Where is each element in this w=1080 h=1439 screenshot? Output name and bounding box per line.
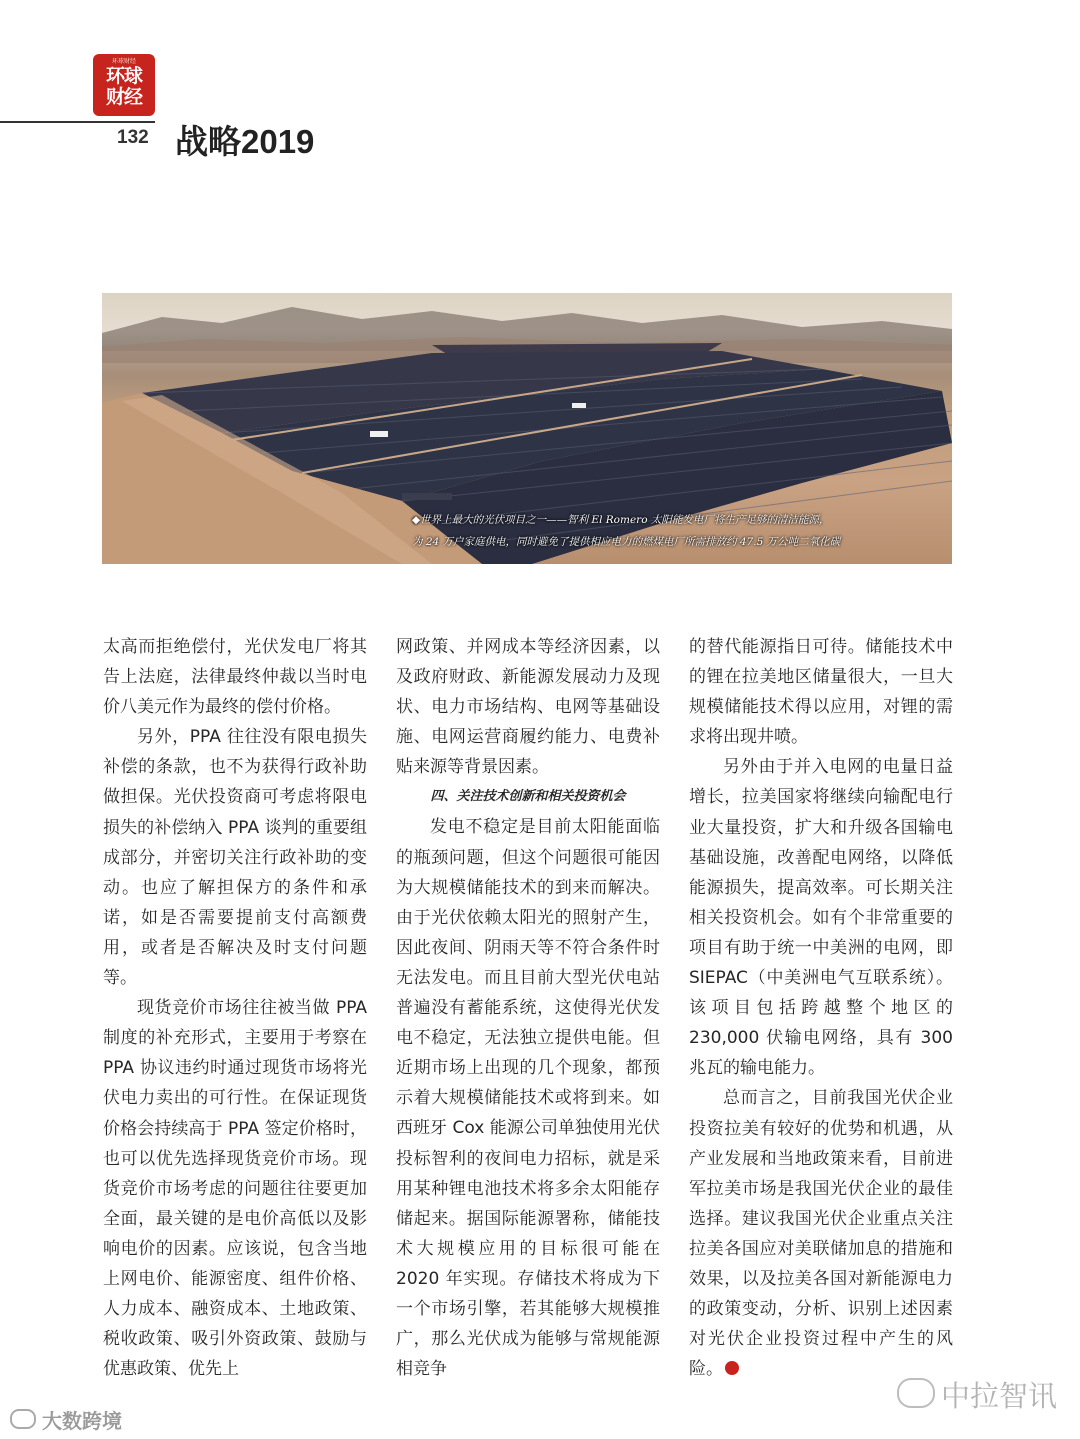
watermark-right-text: 中拉智讯 <box>941 1379 1058 1413</box>
paragraph: 另外，PPA 往往没有限电损失补偿的条款，也不为获得行政补助做担保。光伏投资商可考虑将限电损失的补偿纳入 PPA 谈判的重要组成部分，并密切关注行政补助的变动。也应了解担保方的条件和承诺，如是否需要提前支付高额费用，或者是否解决及时支付问题等。 <box>103 727 367 989</box>
paragraph-text: 总而言之，目前我国光伏企业投资拉美有较好的优势和机遇，从产业发展和当地政策来看，目前进军拉美市场是我国光伏企业的最佳选择。建议我国光伏企业重点关注拉美各国应对美联储加息的措施和效果，以及拉美各国对新能源电力的政策变动，分析、识别上述因素对光伏企业投资过程中产生的风险。 <box>689 1088 953 1380</box>
weibo-icon <box>10 1409 36 1429</box>
paragraph: 网政策、并网成本等经济因素，以及政府财政、新能源发展动力及现状、电力市场结构、电网等基础设施、电网运营商履约能力、电费补贴来源等背景因素。 <box>396 637 660 778</box>
caption-line-1: ◆世界上最大的光伏项目之一——智利 El Romero 太阳能发电厂将生产足够的清洁能源， <box>412 514 830 526</box>
section-subheading: 四、关注技术创新和相关投资机会 <box>430 789 626 805</box>
solar-farm-photo <box>102 293 952 564</box>
paragraph <box>689 1083 953 1384</box>
paragraph: 现货竞价市场往往被当做 PPA 制度的补充形式，主要用于考察在 PPA 协议违约时通过现货市场将光伏电力卖出的可行性。在保证现货价格会持续高于 PPA 签定价格时，也可以优先选择现货竞价市场。现货竞价市场考虑的问题往往要更加全面，最关键的是电价高低以及影响电价的因素。应该说，包含当地上网电价、能源密度、组件价格、人力成本、融资成本、土地政策、税收政策、吸引外资政策、鼓励与优惠政策、优先上 <box>103 998 367 1380</box>
watermark-left-text: 大数跨境 <box>42 1409 122 1433</box>
watermark-right <box>897 1374 1057 1415</box>
section-title: 战略2019 <box>175 123 315 160</box>
logo-small-text: 环球财经 <box>111 58 136 65</box>
end-mark-icon <box>725 1361 739 1375</box>
photo-caption <box>412 509 944 553</box>
logo-line-1: 环球 <box>105 65 142 87</box>
paragraph: 另外由于并入电网的电量日益增长，拉美国家将继续向输配电行业大量投资，扩大和升级各国输电基础设施，改善配电网络，以降低能源损失，提高效率。可长期关注相关投资机会。如有个非常重要的项目有助于统一中美洲的电网，即 SIEPAC（中美洲电气互联系统）。该项目包括跨越整个地区的 230,000 伏输电网络，具有 300 兆瓦的输电能力。 <box>689 757 953 1079</box>
article-column-1 <box>103 632 367 1384</box>
watermark-left <box>10 1405 122 1434</box>
caption-line-2: 为 24 万户家庭供电，同时避免了提供相应电力的燃煤电厂所需排放约 47.5 万公吨二氧化碳 <box>412 536 841 548</box>
magazine-logo <box>93 54 155 116</box>
paragraph: 太高而拒绝偿付，光伏发电厂将其告上法庭，法律最终仲裁以当时电价八美元作为最终的偿付价格。 <box>103 637 367 718</box>
article-column-2 <box>396 632 660 1384</box>
header-rule <box>0 121 155 123</box>
article-column-3 <box>689 632 953 1384</box>
paragraph: 的替代能源指日可待。储能技术中的锂在拉美地区储量很大，一旦大规模储能技术得以应用，对锂的需求将出现井喷。 <box>689 637 953 748</box>
wechat-icon <box>897 1378 935 1408</box>
paragraph: 发电不稳定是目前太阳能面临的瓶颈问题，但这个问题很可能因为大规模储能技术的到来而解决。由于光伏依赖太阳光的照射产生，因此夜间、阴雨天等不符合条件时无法发电。而且目前大型光伏电站普遍没有蓄能系统，这使得光伏发电不稳定，无法独立提供电能。但近期市场上出现的几个现象，都预示着大规模储能技术或将到来。如西班牙 Cox 能源公司单独使用光伏投标智利的夜间电力招标，就是采用某种锂电池技术将多余太阳能存储起来。据国际能源署称，储能技术大规模应用的目标很可能在 2020 年实现。存储技术将成为下一个市场引擎，若其能够大规模推广，那么光伏成为能够与常规能源相竞争 <box>396 817 660 1380</box>
page-number: 132 <box>117 127 149 148</box>
logo-line-2: 财经 <box>105 86 142 108</box>
